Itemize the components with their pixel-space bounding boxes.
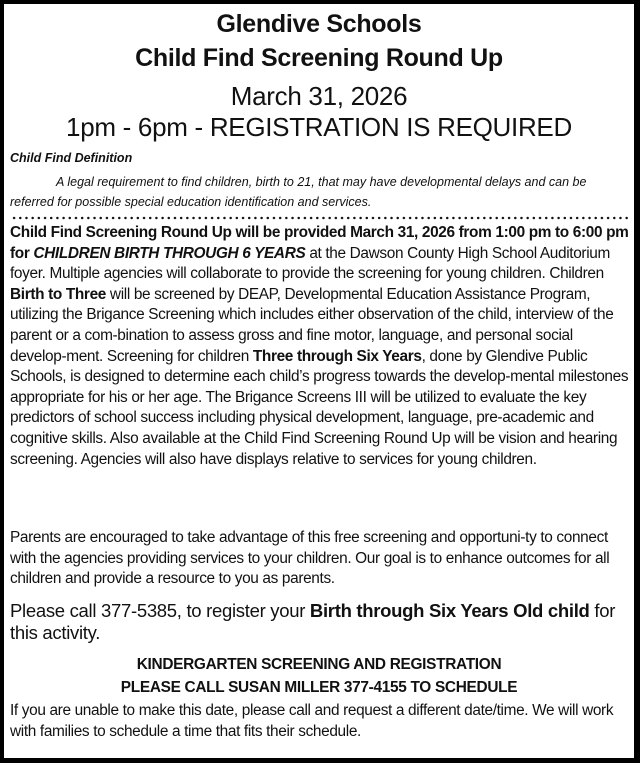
main-text-3: , done by Glendive Public Schools, is designed to determine each child’s progress towards the develop-mental milestones appropriate for his or her age. The Brigance Screens III will be utilized to evaluate the key predictors of school success including physical development, language, pre-academic and cognitive skills. Also available at the Child Find Screening Round Up will be vision and hearing screening. Agencies will also have displays relative to services for young children.: [10, 347, 629, 468]
parents-paragraph: Parents are encouraged to take advantage of this free screening and opportuni-ty to connect with the agencies providing services to your children. Our goal is to enhance outcomes for all children and provide a resource to you as parents.: [10, 529, 610, 588]
call-text-end: for this activity.: [10, 600, 616, 643]
event-time-registration: 1pm - 6pm - REGISTRATION IS REQUIRED: [66, 112, 572, 142]
event-title: Child Find Screening Round Up: [135, 44, 503, 72]
dotted-divider: [11, 216, 629, 220]
definition-body: [10, 172, 630, 212]
main-text-2: will be screened by DEAP, Developmental Education Assistance Program, utilizing the Brigance Screening which includes either observation of the child, interview of the parent or a com-bination to assess gross and fine motor, language, and personal social develop-ment. Screening for children: [10, 285, 614, 365]
definition-title: Child Find Definition: [10, 151, 133, 165]
call-text: Please call 377-5385, to register your: [10, 600, 310, 621]
main-intro-bold: Child Find Screening Round Up will be provided March 31, 2026 from 1:00 pm to 6:00 pm for: [10, 224, 629, 262]
kindergarten-heading: KINDERGARTEN SCREENING AND REGISTRATION: [136, 656, 502, 673]
event-date: March 31, 2026: [230, 81, 408, 111]
birth-to-three-emphasis: Birth to Three: [10, 285, 106, 303]
call-emphasis: Birth through Six Years Old child: [309, 600, 590, 621]
main-text-1: at the Dawson County High School Auditorium foyer. Multiple agencies will collaborate to provide the screening for young children. Children: [10, 244, 610, 283]
main-paragraph: [10, 223, 632, 470]
flyer-page: [4, 4, 634, 758]
age-range-emphasis: CHILDREN BIRTH THROUGH 6 YEARS: [33, 244, 306, 262]
call-paragraph: [10, 600, 632, 644]
closing-paragraph: If you are unable to make this date, please call and request a different date/time. We will work with families to schedule a time that fits their schedule.: [10, 702, 614, 740]
definition-text: A legal requirement to find children, birth to 21, that may have developmental delays and can be referred for possible special education identification and services.: [10, 175, 587, 209]
kindergarten-contact: PLEASE CALL SUSAN MILLER 377-4155 TO SCHEDULE: [120, 679, 518, 696]
three-through-six-emphasis: Three through Six Years: [252, 347, 422, 365]
org-title: Glendive Schools: [216, 10, 422, 38]
